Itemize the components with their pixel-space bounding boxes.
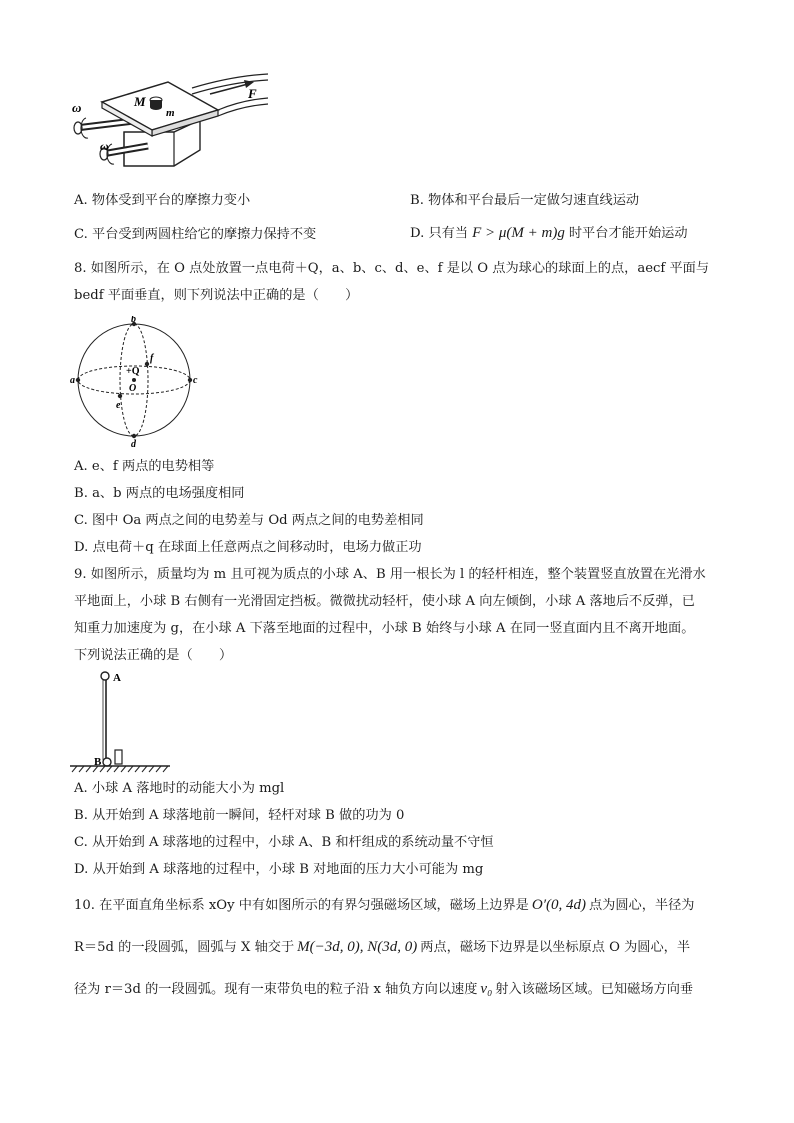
q10-line3 xyxy=(74,980,693,999)
q7-option-a[interactable]: A. 物体受到平台的摩擦力变小 xyxy=(74,193,251,208)
q8-option-b[interactable]: B. a、b 两点的电场强度相同 xyxy=(74,486,245,501)
q7-label-F: F xyxy=(248,86,257,101)
q7-option-b[interactable]: B. 物体和平台最后一定做匀速直线运动 xyxy=(410,193,640,208)
q9-rod-figure xyxy=(70,668,170,776)
q8-label-a: a xyxy=(70,375,75,386)
q9-stem-line4: 下列说法正确的是（ ） xyxy=(74,648,233,663)
q10-line3-pre: 径为 r＝3d 的一段圆弧。现有一束带负电的粒子沿 x 轴负方向以速度 xyxy=(74,982,478,997)
q7-label-M: M xyxy=(134,94,146,109)
q8-label-charge: +Q xyxy=(126,366,140,377)
q8-option-a[interactable]: A. e、f 两点的电势相等 xyxy=(74,459,215,474)
q9-option-a[interactable]: A. 小球 A 落地时的动能大小为 mgl xyxy=(74,781,285,796)
q9-label-B: B xyxy=(94,756,102,768)
q8-stem-line2: bedf 平面垂直，则下列说法中正确的是（ ） xyxy=(74,288,359,303)
q8-label-f: f xyxy=(150,353,154,364)
q8-label-b: b xyxy=(131,316,136,325)
q10-line2 xyxy=(74,938,690,957)
q10-line3-math: v₀ xyxy=(480,981,493,997)
q10-line2-post: 两点，磁场下边界是以坐标原点 O 为圆心，半 xyxy=(420,940,691,955)
q7-label-omega2: ω xyxy=(100,139,109,153)
q9-stem-line1: 9. 如图所示，质量均为 m 且可视为质点的小球 A、B 用一根长为 l 的轻杆相连，整个装置竖直放置在光滑水 xyxy=(74,567,706,582)
q9-option-b[interactable]: B. 从开始到 A 球落地前一瞬间，轻杆对球 B 做的功为 0 xyxy=(74,808,405,823)
q9-stem-line2: 平地面上，小球 B 右侧有一光滑固定挡板。微微扰动轻杆，使小球 A 向左倾倒，小球 A 落地后不反弹，已 xyxy=(74,594,695,609)
q8-option-c[interactable]: C. 图中 Oa 两点之间的电势差与 Od 两点之间的电势差相同 xyxy=(74,513,424,528)
q8-stem-line1: 8. 如图所示，在 O 点处放置一点电荷＋Q，a、b、c、d、e、f 是以 O 点为球心的球面上的点，aecf 平面与 xyxy=(74,261,710,276)
q8-option-d[interactable]: D. 点电荷＋q 在球面上任意两点之间移动时，电场力做正功 xyxy=(74,540,422,555)
q9-option-c[interactable]: C. 从开始到 A 球落地的过程中，小球 A、B 和杆组成的系统动量不守恒 xyxy=(74,835,494,850)
q10-line1 xyxy=(74,896,694,915)
q8-sphere-figure xyxy=(70,316,200,448)
q7-option-d-math: F > μ(M + m)g xyxy=(472,225,565,241)
q10-line2-math: M(−3d, 0), N(3d, 0) xyxy=(297,939,418,955)
q8-label-d: d xyxy=(131,439,136,448)
q10-line1-pre: 10. 在平面直角坐标系 xOy 中有如图所示的有界匀强磁场区域，磁场上边界是 xyxy=(74,898,529,913)
q7-label-omega1: ω xyxy=(72,100,82,115)
q8-label-c: c xyxy=(193,375,198,386)
q7-option-c[interactable]: C. 平台受到两圆柱给它的摩擦力保持不变 xyxy=(74,227,317,242)
q7-label-m: m xyxy=(166,107,175,119)
q7-option-d[interactable] xyxy=(410,224,688,243)
q9-label-A: A xyxy=(113,672,121,684)
q10-line1-math: O′(0, 4d) xyxy=(531,897,586,913)
q7-figure xyxy=(72,70,272,178)
q7-option-d-post: 时平台才能开始运动 xyxy=(568,226,688,241)
q8-label-e: e xyxy=(116,400,121,411)
q7-option-d-pre: D. 只有当 xyxy=(410,226,469,241)
q10-line2-pre: R＝5d 的一段圆弧，圆弧与 X 轴交于 xyxy=(74,940,295,955)
q8-label-O: O xyxy=(129,383,137,394)
q10-line1-post: 点为圆心，半径为 xyxy=(588,898,695,913)
q9-stem-line3: 知重力加速度为 g，在小球 A 下落至地面的过程中，小球 B 始终与小球 A 在同一竖直面内且不离开地面。 xyxy=(74,621,695,636)
q9-option-d[interactable]: D. 从开始到 A 球落地的过程中，小球 B 对地面的压力大小可能为 mg xyxy=(74,862,484,877)
q10-line3-post: 射入该磁场区域。已知磁场方向垂 xyxy=(495,982,694,997)
